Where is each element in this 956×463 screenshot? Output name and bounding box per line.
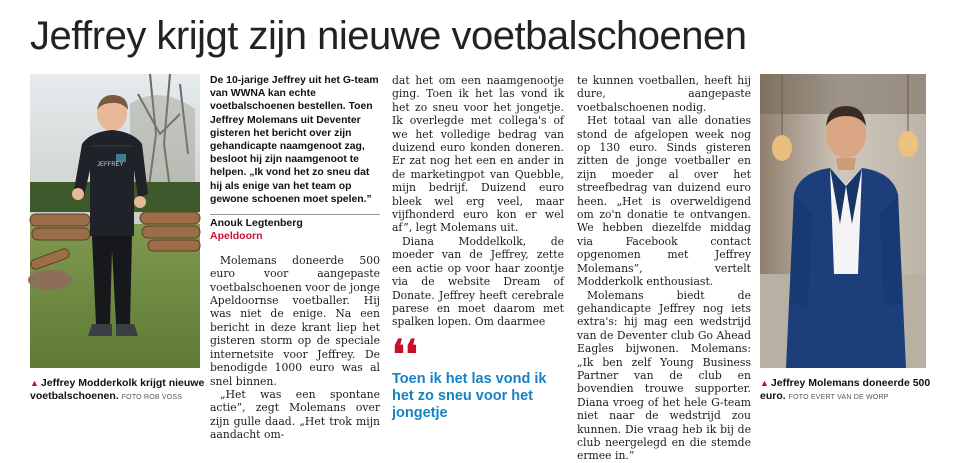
byline-author: Anouk Legtenberg [210, 214, 380, 230]
svg-text:JEFFREY: JEFFREY [97, 162, 124, 168]
triangle-up-icon: ▲ [30, 378, 39, 388]
caption-left-credit: FOTO ROB VOSS [121, 394, 183, 401]
article-column-2 [392, 74, 564, 422]
photo-man-illustration [760, 74, 926, 368]
caption-left-text: Jeffrey Modderkolk krijgt nieuwe voetbalschoenen. [30, 377, 205, 402]
caption-right-text: Jeffrey Molemans doneerde 500 euro. [760, 377, 931, 402]
article-column-3 [577, 74, 751, 463]
photo-boy-illustration [30, 74, 200, 368]
article-column-1 [210, 74, 380, 442]
byline-place: Apeldoorn [210, 230, 263, 243]
paragraph: Molemans doneerde 500 euro voor aangepaste voetbalschoenen voor de jonge Apeldoornse voetballer. Hij was niet de enige. Na een bericht in deze krant liep het gisteren storm op de speciale internetsite voor Jeffrey. De benodigde 1000 euro was al snel binnen. [210, 253, 380, 388]
paragraph: Diana Moddelkolk, de moeder van de Jeffrey, zette een actie op voor haar zoontje via de website Dream of Donate. Jeffrey heeft cerebrale parese en moet daarom met spalken lopen. Om daarmee [392, 234, 564, 329]
article-intro: De 10-jarige Jeffrey uit het G-team van WWNA kan echte voetbalschoenen bestellen. Toen Jeffrey Molemans uit Deventer gisteren het bericht over zijn gehandicapte naamgenoot zag, besloot hij zijn naamgenoot te helpen. „Ik vond het zo sneu dat hij als enige van het team op gewone schoenen moet spelen.” [210, 75, 379, 205]
triangle-up-icon: ▲ [760, 378, 769, 388]
photo-man-suit [760, 74, 926, 368]
pull-quote: Toen ik het las vond ik het zo sneu voor het jongetje [392, 370, 547, 421]
paragraph: dat het om een naamgenootje ging. Toen ik het las vond ik het zo sneu voor het jongetje. Ik overlegde met collega's of we het volledige bedrag van duizend euro konden doneren. Er zat nog het een en ander in de marketingpot van Quebble, mijn bedrijf. Duizend euro bleek wel erg veel, maar vijfhonderd euro kon er wel af”, legt Molemans uit. [392, 74, 564, 235]
photo-boy-football [30, 74, 200, 368]
paragraph: Het totaal van alle donaties stond de afgelopen week nog op 130 euro. Sinds gisteren zitten de jonge voetballer en zijn moeder al over het streefbedrag van duizend euro heen. „Het is overweldigend om zo'n donatie te ontvangen. We hebben diezelfde middag via Facebook contact opgenomen met Jeffrey Molemans”, vertelt Modderkolk enthousiast. [577, 114, 751, 289]
caption-right [760, 377, 936, 404]
headline: Jeffrey krijgt zijn nieuwe voetbalschoenen [30, 14, 747, 58]
caption-left [30, 377, 206, 404]
paragraph: Molemans biedt de gehandicapte Jeffrey nog iets extra's: hij mag een wedstrijd van de Deventer club Go Ahead Eagles bijwonen. Molemans: „Ik ben zelf Young Business Partner van de club en bovendien trouwe supporter. Diana vroeg of het hele G-team niet naar de wedstrijd zou kunnen. Die vraag heb ik bij de club neergelegd en die stemde ermee in.” [577, 288, 751, 463]
quote-mark-icon: ❛❛ [392, 332, 418, 377]
paragraph: „Het was een spontane actie”, zegt Molemans over zijn gulle daad. „Het trok mijn aandacht om- [210, 387, 380, 442]
paragraph: te kunnen voetballen, heeft hij dure, aangepaste voetbalschoenen nodig. [577, 74, 751, 114]
caption-right-credit: FOTO EVERT VAN DE WORP [788, 394, 889, 401]
